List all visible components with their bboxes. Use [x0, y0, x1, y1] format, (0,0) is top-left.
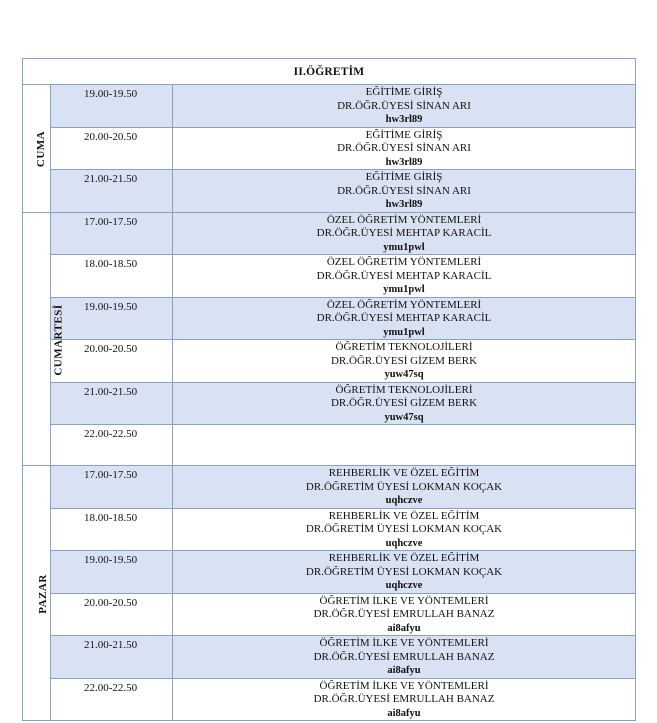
schedule-row: [23, 466, 636, 509]
instructor-name: DR.ÖĞR.ÜYESİ MEHTAP KARACİL: [316, 227, 492, 239]
course-name: REHBERLİK VE ÖZEL EĞİTİM: [328, 552, 480, 564]
course-name: ÖĞRETİM İLKE VE YÖNTEMLERİ: [319, 594, 489, 607]
course-cell: [173, 340, 636, 383]
class-code: uqhczve: [385, 537, 423, 549]
course-cell: [173, 466, 636, 509]
schedule-row: [23, 508, 636, 551]
day-cell: [23, 466, 51, 721]
time-slot: 20.00-20.50: [51, 593, 173, 636]
course-cell: [173, 297, 636, 340]
course-cell: [173, 212, 636, 255]
schedule-row: [23, 212, 636, 255]
time-slot: 19.00-19.50: [51, 297, 173, 340]
time-slot: 22.00-22.50: [51, 425, 173, 466]
course-name: ÖZEL ÖĞRETİM YÖNTEMLERİ: [326, 298, 482, 311]
course-name: ÖZEL ÖĞRETİM YÖNTEMLERİ: [326, 256, 482, 268]
instructor-name: DR.ÖĞRETİM ÜYESİ LOKMAN KOÇAK: [305, 565, 503, 578]
instructor-name: DR.ÖĞRETİM ÜYESİ LOKMAN KOÇAK: [305, 480, 503, 493]
course-cell: [173, 382, 636, 425]
time-slot: 20.00-20.50: [51, 127, 173, 170]
time-slot: 18.00-18.50: [51, 508, 173, 551]
class-code: yuw47sq: [384, 369, 424, 380]
schedule-row: [23, 340, 636, 383]
class-code: hw3rl89: [385, 199, 423, 210]
day-cell: [23, 85, 51, 213]
course-name: ÖĞRETİM İLKE VE YÖNTEMLERİ: [319, 637, 489, 649]
class-code: uqhczve: [385, 495, 423, 506]
course-name: ÖZEL ÖĞRETİM YÖNTEMLERİ: [326, 213, 482, 226]
course-cell: [173, 508, 636, 551]
schedule-sheet: [22, 58, 635, 721]
time-slot: 17.00-17.50: [51, 466, 173, 509]
class-code: hw3rl89: [385, 114, 423, 125]
instructor-name: DR.ÖĞR.ÜYESİ MEHTAP KARACİL: [316, 269, 492, 282]
course-cell: [173, 255, 636, 298]
instructor-name: DR.ÖĞRETİM ÜYESİ LOKMAN KOÇAK: [305, 523, 503, 535]
class-code: ymu1pwl: [383, 241, 425, 253]
schedule-row: [23, 636, 636, 679]
title-row: [23, 59, 636, 85]
schedule-row: [23, 127, 636, 170]
schedule-row: [23, 382, 636, 425]
course-cell: [173, 170, 636, 213]
day-label: CUMA: [35, 131, 48, 168]
instructor-name: DR.ÖĞR.ÜYESİ MEHTAP KARACİL: [316, 312, 492, 324]
course-name: ÖĞRETİM TEKNOLOJİLERİ: [335, 341, 473, 353]
schedule-row: [23, 678, 636, 721]
instructor-name: DR.ÖĞR.ÜYESİ SİNAN ARI: [337, 184, 471, 197]
schedule-title: II.ÖĞRETİM: [23, 59, 636, 85]
instructor-name: DR.ÖĞR.ÜYESİ SİNAN ARI: [337, 142, 471, 154]
course-cell: [173, 425, 636, 466]
course-name: ÖĞRETİM TEKNOLOJİLERİ: [335, 383, 473, 396]
schedule-row: [23, 170, 636, 213]
instructor-name: DR.ÖĞR.ÜYESİ SİNAN ARI: [337, 99, 471, 112]
course-name: REHBERLİK VE ÖZEL EĞİTİM: [328, 509, 480, 522]
instructor-name: DR.ÖĞR.ÜYESİ GİZEM BERK: [330, 354, 478, 367]
day-label: CUMARTESİ: [52, 304, 65, 376]
day-cell: [23, 212, 65, 466]
course-name: REHBERLİK VE ÖZEL EĞİTİM: [328, 467, 480, 479]
class-code: ai8afyu: [387, 707, 421, 719]
time-slot: 19.00-19.50: [51, 551, 173, 594]
course-name: ÖĞRETİM İLKE VE YÖNTEMLERİ: [319, 679, 489, 692]
class-code: ai8afyu: [387, 622, 421, 634]
class-code: ymu1pwl: [383, 284, 425, 295]
schedule-row: [23, 297, 636, 340]
time-slot: 22.00-22.50: [51, 678, 173, 721]
schedule-row: [23, 593, 636, 636]
course-cell: [173, 678, 636, 721]
time-slot: 17.00-17.50: [51, 212, 173, 255]
class-code: ai8afyu: [387, 665, 421, 676]
course-cell: [173, 593, 636, 636]
day-label: PAZAR: [36, 574, 49, 614]
course-name: EĞİTİME GİRİŞ: [365, 86, 443, 98]
schedule-row: [23, 255, 636, 298]
instructor-name: DR.ÖĞR.ÜYESİ EMRULLAH BANAZ: [313, 650, 495, 663]
class-code: uqhczve: [385, 580, 423, 591]
schedule-row: [23, 85, 636, 128]
instructor-name: DR.ÖĞR.ÜYESİ EMRULLAH BANAZ: [313, 608, 495, 620]
class-code: ymu1pwl: [383, 326, 425, 338]
instructor-name: DR.ÖĞR.ÜYESİ GİZEM BERK: [330, 397, 478, 409]
course-name: EĞİTİME GİRİŞ: [365, 128, 443, 141]
time-slot: 18.00-18.50: [51, 255, 173, 298]
course-cell: [173, 85, 636, 128]
course-cell: [173, 127, 636, 170]
class-code: yuw47sq: [384, 411, 424, 423]
class-code: hw3rl89: [385, 156, 423, 168]
time-slot: 21.00-21.50: [51, 170, 173, 213]
schedule-row: [23, 551, 636, 594]
instructor-name: DR.ÖĞR.ÜYESİ EMRULLAH BANAZ: [313, 693, 495, 705]
time-slot: 21.00-21.50: [51, 382, 173, 425]
time-slot: 19.00-19.50: [51, 85, 173, 128]
schedule-row: [23, 425, 636, 466]
schedule-table: [22, 58, 636, 721]
time-slot: 21.00-21.50: [51, 636, 173, 679]
course-cell: [173, 551, 636, 594]
course-cell: [173, 636, 636, 679]
time-slot: 20.00-20.50: [51, 340, 173, 383]
course-name: EĞİTİME GİRİŞ: [365, 171, 443, 183]
